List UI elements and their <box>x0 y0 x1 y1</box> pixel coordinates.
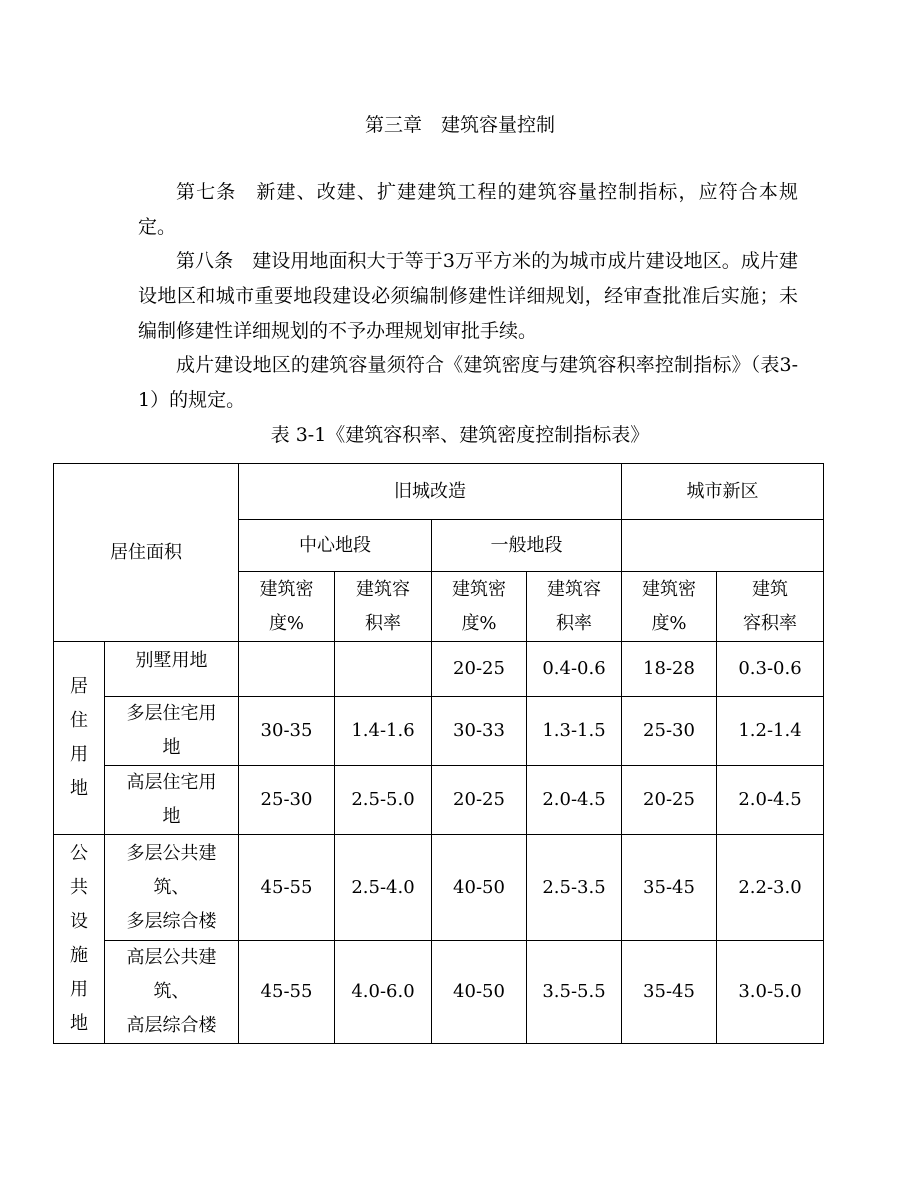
col-header-text: 容积率 <box>743 612 797 634</box>
cell: 1.3-1.5 <box>527 697 622 766</box>
chapter-title: 第三章 建筑容量控制 <box>364 114 555 136</box>
category-char: 地 <box>70 778 88 799</box>
row-name-line: 多层住宅用 <box>126 703 217 724</box>
cell: 20-25 <box>432 766 527 835</box>
row-name <box>105 941 239 1044</box>
category-char: 公 <box>70 843 88 864</box>
col-header-density <box>622 572 717 642</box>
row-name-line: 多层公共建 <box>126 842 217 864</box>
cell: 1.2-1.4 <box>717 697 824 766</box>
table-row <box>54 941 824 1044</box>
cell <box>335 642 432 697</box>
col-header-text: 积率 <box>556 612 592 634</box>
article-8 <box>138 244 798 349</box>
category-char: 用 <box>70 744 88 765</box>
col-header-text: 建筑 <box>752 578 788 600</box>
cell: 35-45 <box>622 941 717 1044</box>
col-header-far <box>527 572 622 642</box>
cell: 2.5-4.0 <box>335 835 432 941</box>
row-name-line: 地 <box>162 737 181 758</box>
cell: 2.2-3.0 <box>717 835 824 941</box>
row-name <box>105 697 239 766</box>
col-header-text: 建筑密 <box>642 578 696 600</box>
cell: 3.5-5.5 <box>527 941 622 1044</box>
cell: 2.5-3.5 <box>527 835 622 941</box>
col-header-text: 建筑密 <box>452 578 506 600</box>
category-char: 用 <box>70 979 88 1000</box>
table-header-row-1 <box>54 464 824 520</box>
control-index-table <box>53 463 824 1044</box>
col-header-text: 建筑容 <box>356 578 410 600</box>
cell: 40-50 <box>432 835 527 941</box>
group-header-old-city: 旧城改造 <box>239 464 622 520</box>
cell: 35-45 <box>622 835 717 941</box>
cell: 0.3-0.6 <box>717 642 824 697</box>
cell: 25-30 <box>622 697 717 766</box>
cell: 30-35 <box>239 697 335 766</box>
cell: 30-33 <box>432 697 527 766</box>
row-name-line: 筑、 <box>153 876 190 898</box>
cell: 25-30 <box>239 766 335 835</box>
col-header-density <box>432 572 527 642</box>
row-name <box>105 766 239 835</box>
cell <box>239 642 335 697</box>
article-8-text: 建设用地面积大于等于3万平方米的为城市成片建设地区。成片建设地区和城市重要地段建设必须编制修建性详细规划，经审查批准后实施；未编制修建性详细规划的不予办理规划审批手续。 <box>138 250 798 342</box>
row-name-line: 高层住宅用 <box>126 772 217 793</box>
col-header-text: 度% <box>461 612 497 634</box>
table-row <box>54 766 824 835</box>
cell: 45-55 <box>239 835 335 941</box>
category-residential <box>54 642 105 835</box>
col-header-text: 建筑容 <box>547 578 601 600</box>
article-7-heading: 第七条 <box>176 181 237 203</box>
col-header-far <box>335 572 432 642</box>
cell: 40-50 <box>432 941 527 1044</box>
category-char: 设 <box>70 911 88 932</box>
category-char: 地 <box>70 1013 88 1034</box>
cell: 3.0-5.0 <box>717 941 824 1044</box>
row-name-line: 高层综合楼 <box>126 1015 217 1036</box>
row-name <box>105 642 239 697</box>
table-caption: 表 3-1《建筑容积率、建筑密度控制指标表》 <box>270 424 650 446</box>
category-char: 住 <box>70 710 88 731</box>
category-public <box>54 835 105 1044</box>
table-row <box>54 835 824 941</box>
table-row <box>54 642 824 697</box>
category-char: 施 <box>70 945 88 966</box>
cell: 2.0-4.5 <box>527 766 622 835</box>
col-header-text: 度% <box>268 612 305 634</box>
article-8-heading: 第八条 <box>176 250 234 272</box>
category-char: 居 <box>70 676 88 697</box>
cell: 20-25 <box>622 766 717 835</box>
row-name-line: 地 <box>162 806 181 827</box>
row-name-line: 筑、 <box>153 981 190 1002</box>
paragraph-3: 成片建设地区的建筑容量须符合《建筑密度与建筑容积率控制指标》（表3-1）的规定。 <box>138 354 798 411</box>
subheader-center: 中心地段 <box>239 520 432 572</box>
category-char: 共 <box>70 877 88 898</box>
subheader-empty <box>622 520 824 572</box>
col-header-text: 建筑密 <box>259 578 314 600</box>
row-name <box>105 835 239 941</box>
col-header-far <box>717 572 824 642</box>
col-header-text: 度% <box>651 612 687 634</box>
cell: 45-55 <box>239 941 335 1044</box>
row-name-line: 别墅用地 <box>135 650 208 671</box>
corner-header: 居住面积 <box>54 464 239 642</box>
row-name-line: 多层综合楼 <box>126 910 217 932</box>
group-header-new-district: 城市新区 <box>622 464 824 520</box>
cell: 20-25 <box>432 642 527 697</box>
cell: 4.0-6.0 <box>335 941 432 1044</box>
article-7-text: 新建、改建、扩建建筑工程的建筑容量控制指标，应符合本规定。 <box>138 181 798 238</box>
cell: 2.5-5.0 <box>335 766 432 835</box>
col-header-text: 积率 <box>365 612 401 634</box>
article-7 <box>138 175 798 245</box>
cell: 2.0-4.5 <box>717 766 824 835</box>
subheader-general: 一般地段 <box>432 520 622 572</box>
cell: 0.4-0.6 <box>527 642 622 697</box>
row-name-line: 高层公共建 <box>126 947 217 968</box>
cell: 1.4-1.6 <box>335 697 432 766</box>
table-row <box>54 697 824 766</box>
col-header-density <box>239 572 335 642</box>
cell: 18-28 <box>622 642 717 697</box>
